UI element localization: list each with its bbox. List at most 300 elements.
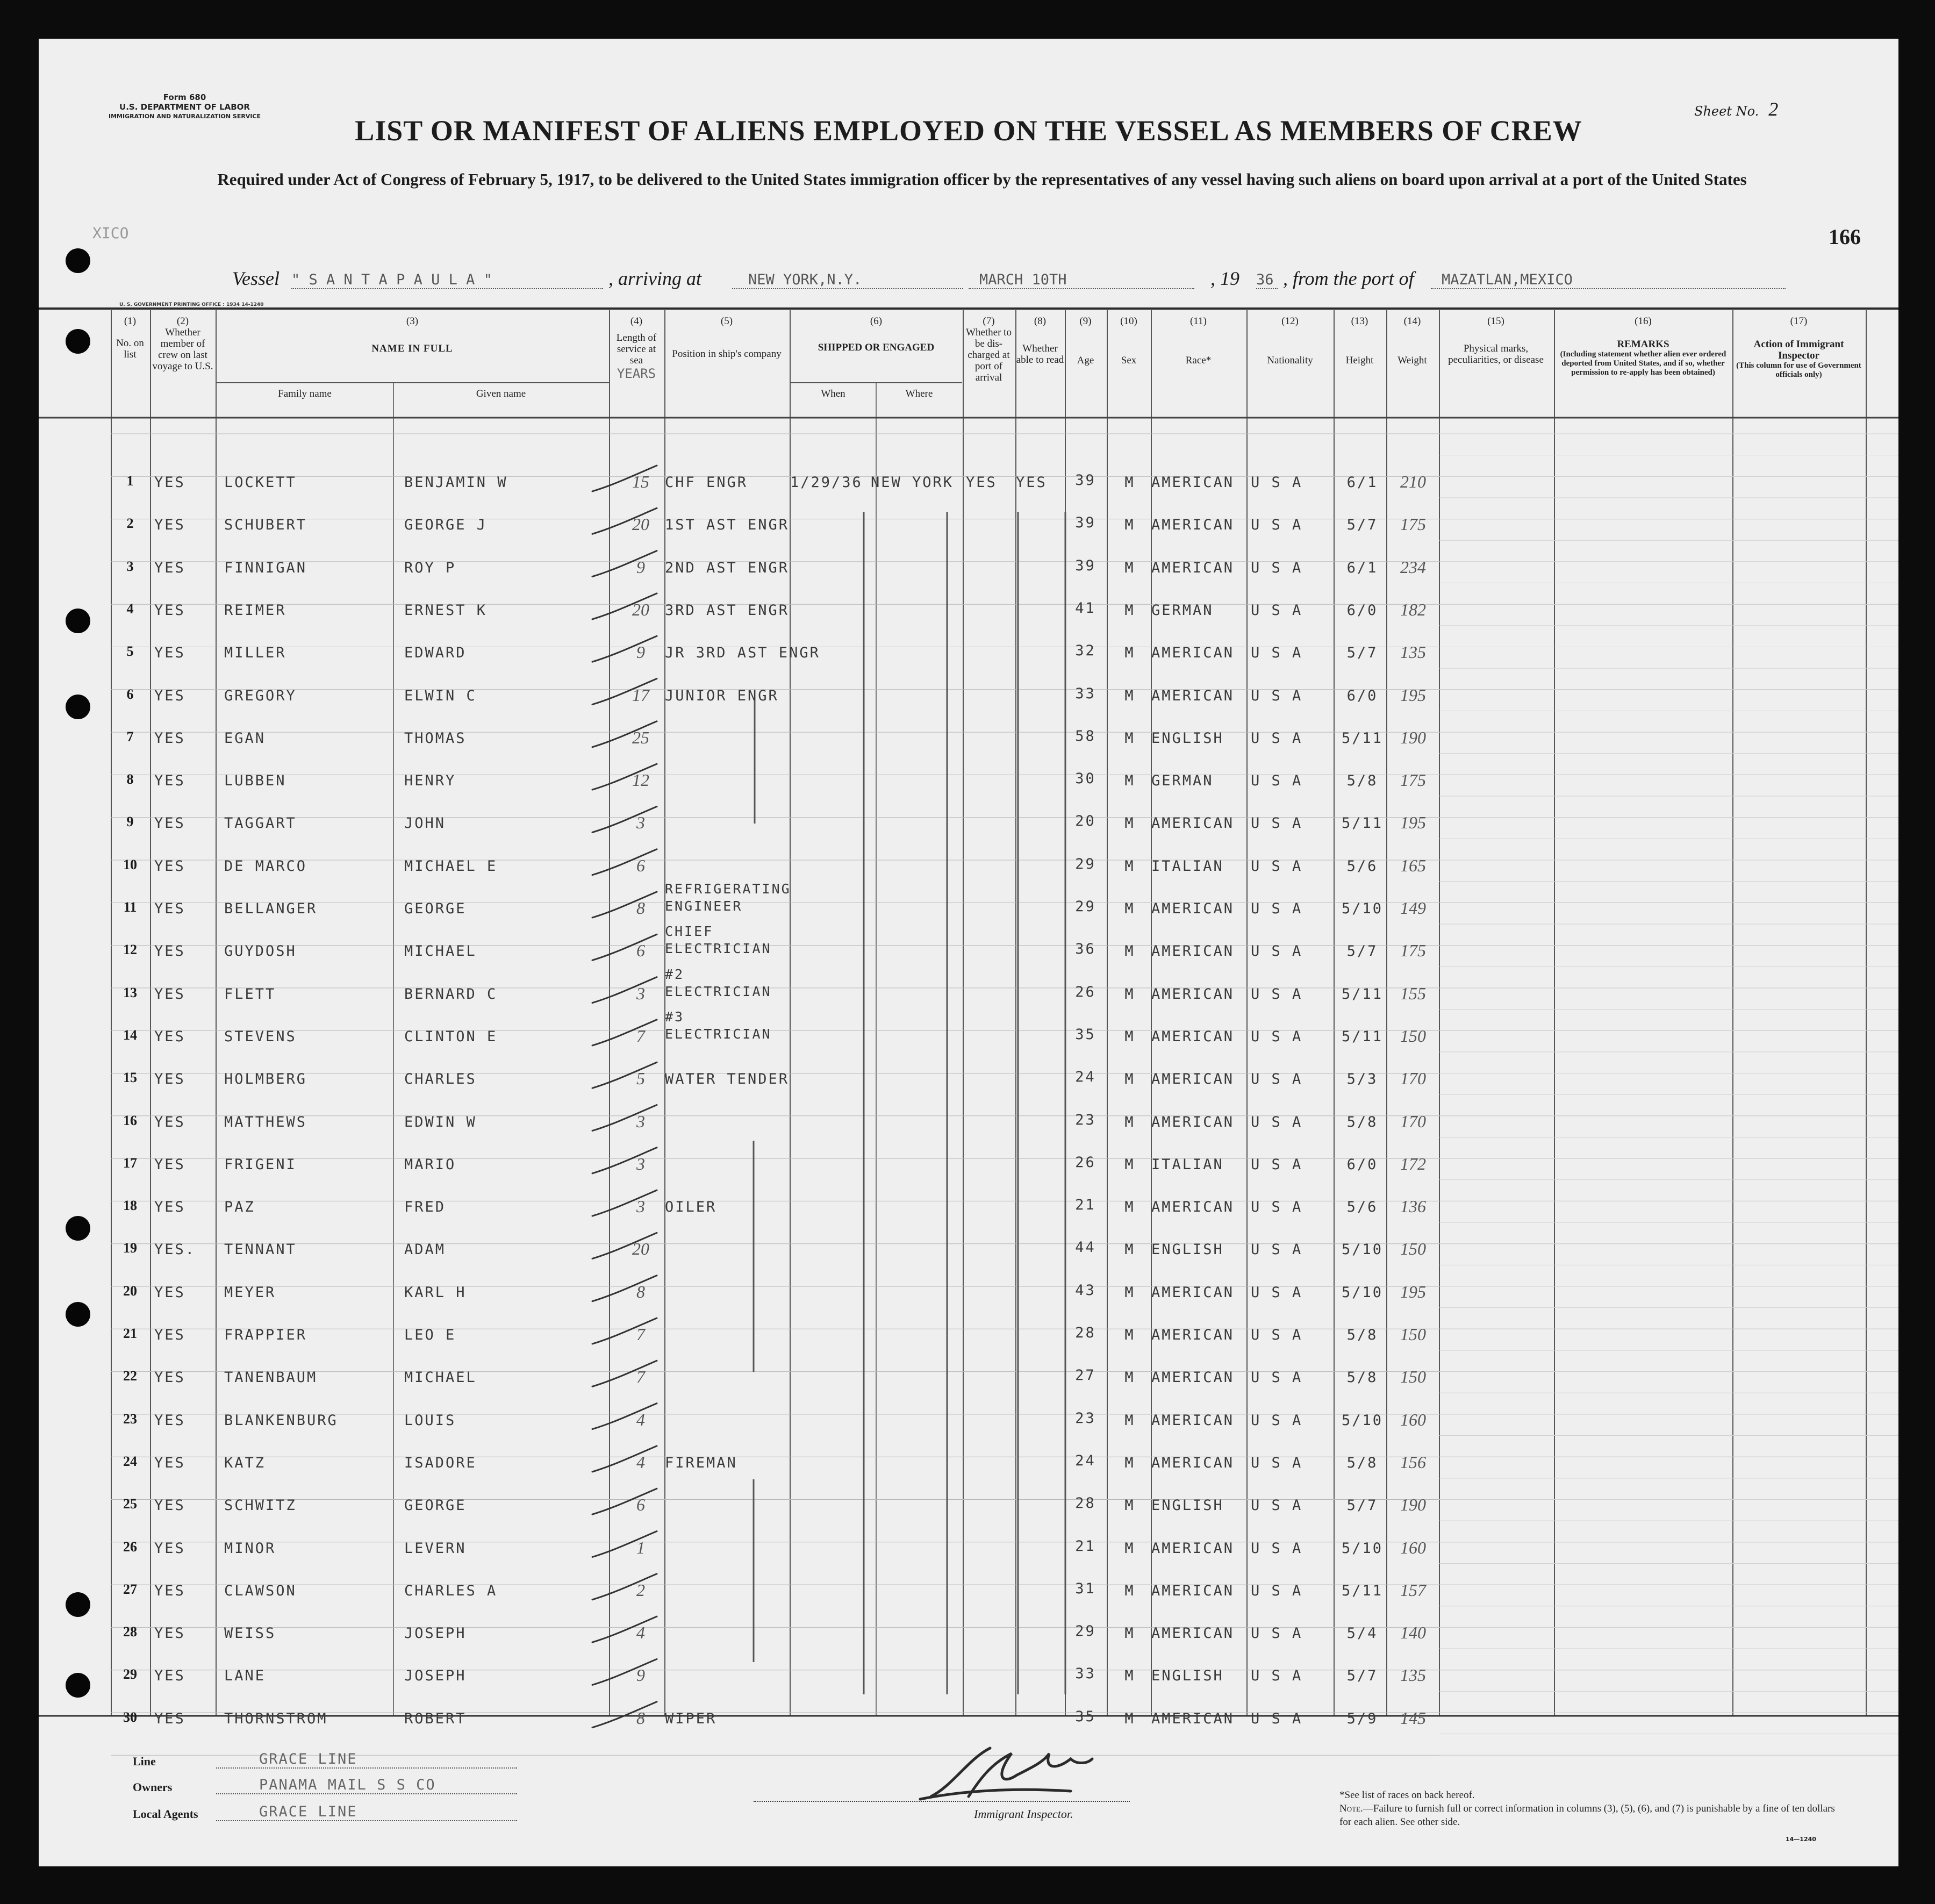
cell-crew: YES	[154, 1028, 185, 1045]
cell-family: BLANKENBURG	[224, 1412, 338, 1429]
cell-height: 5/7	[1346, 1497, 1378, 1514]
cell-sex: M	[1124, 1156, 1135, 1173]
cell-nationality: U S A	[1251, 1582, 1303, 1599]
cell-race: GERMAN	[1151, 772, 1214, 790]
cell-height: 5/8	[1346, 1454, 1378, 1471]
cell-race: ITALIAN	[1151, 1156, 1224, 1173]
row-number: 23	[123, 1411, 137, 1427]
cell-service: 15	[632, 472, 649, 491]
cell-height: 5/8	[1346, 1369, 1378, 1386]
given-name-header: Given name	[476, 388, 526, 399]
cell-family: WEISS	[224, 1625, 276, 1642]
cell-weight: 135	[1400, 642, 1426, 662]
cell-family: SCHWITZ	[224, 1497, 297, 1514]
cell-given: ADAM	[404, 1241, 446, 1258]
cell-weight: 140	[1400, 1623, 1426, 1643]
cell-weight: 150	[1400, 1325, 1426, 1344]
cell-service: 2	[636, 1580, 645, 1600]
row-number: 26	[123, 1538, 137, 1555]
cell-given: ISADORE	[404, 1454, 477, 1471]
cell-sex: M	[1124, 517, 1135, 534]
cell-crew: YES	[154, 1454, 185, 1471]
cell-given: ELWIN C	[404, 687, 477, 704]
cell-given: CHARLES	[404, 1071, 477, 1088]
cell-height: 5/8	[1346, 772, 1378, 790]
cell-race: AMERICAN	[1151, 1284, 1235, 1301]
cell-nationality: U S A	[1251, 729, 1303, 747]
cell-given: LEO E	[404, 1327, 456, 1343]
cell-weight: 182	[1400, 599, 1426, 619]
cell-service: 7	[636, 1026, 645, 1046]
manifest-sheet	[39, 39, 1898, 1866]
cell-weight: 156	[1400, 1452, 1426, 1472]
row-number: 13	[123, 984, 137, 1000]
cell-crew: YES	[154, 857, 185, 875]
cell-age: 23	[1075, 1111, 1096, 1128]
row-number: 18	[123, 1198, 137, 1214]
cell-nationality: U S A	[1251, 1284, 1303, 1301]
cell-given: THOMAS	[404, 729, 467, 747]
cell-sex: M	[1124, 645, 1135, 662]
cell-height: 5/4	[1346, 1625, 1378, 1642]
cell-weight: 149	[1400, 898, 1426, 918]
cell-height: 5/10	[1341, 1284, 1384, 1301]
cell-service: 8	[636, 898, 645, 918]
cell-weight: 195	[1400, 1282, 1426, 1301]
col-1-num: (1)	[124, 316, 137, 327]
cell-sex: M	[1124, 1369, 1135, 1386]
sheet-label: Sheet No.	[1694, 104, 1759, 119]
cell-weight: 135	[1400, 1665, 1426, 1685]
races-note: *See list of races on back hereof.	[1339, 1790, 1475, 1801]
cell-sex: M	[1124, 1241, 1135, 1258]
cell-given: GEORGE	[404, 1497, 467, 1514]
row-number: 10	[123, 856, 137, 872]
cell-family: FINNIGAN	[224, 559, 307, 576]
cell-height: 5/7	[1346, 1667, 1378, 1685]
cell-service: 4	[636, 1409, 645, 1429]
cell-age: 29	[1075, 898, 1096, 915]
cell-height: 5/7	[1346, 943, 1378, 960]
col-17-header	[1733, 316, 1865, 380]
cell-height: 5/11	[1341, 729, 1384, 747]
cell-crew: YES	[154, 687, 185, 704]
row-number: 2	[126, 516, 134, 532]
cell-given: MICHAEL	[404, 943, 477, 960]
cell-position: 2ND AST ENGR	[665, 559, 790, 576]
row-number: 19	[123, 1240, 137, 1256]
cell-age: 24	[1075, 1452, 1096, 1469]
shipped-where-header: Where	[905, 388, 933, 399]
row-number: 4	[126, 600, 134, 617]
col-12-num: (12)	[1281, 316, 1299, 327]
cell-weight: 145	[1400, 1708, 1426, 1728]
cell-crew: YES	[154, 1156, 185, 1173]
cell-given: CHARLES A	[404, 1582, 498, 1599]
cell-service: 17	[632, 685, 649, 705]
cell-height: 5/10	[1341, 1540, 1384, 1557]
cell-race: AMERICAN	[1151, 1113, 1235, 1130]
cell-age: 44	[1075, 1239, 1096, 1256]
cell-family: MILLER	[224, 645, 286, 662]
cell-family: LOCKETT	[224, 474, 297, 491]
cell-height: 5/10	[1341, 1412, 1384, 1429]
cell-family: TANENBAUM	[224, 1369, 318, 1386]
cell-race: AMERICAN	[1151, 474, 1235, 491]
row-number: 28	[123, 1624, 137, 1640]
row-number: 30	[123, 1709, 137, 1725]
cell-sex: M	[1124, 1071, 1135, 1088]
cell-age: 21	[1075, 1537, 1096, 1555]
cell-height: 6/0	[1346, 1156, 1378, 1173]
cell-race: ITALIAN	[1151, 857, 1224, 875]
margin-note: XICO	[92, 224, 129, 242]
col-6-label: SHIPPED OR ENGAGED	[818, 342, 935, 353]
cell-family: BELLANGER	[224, 900, 318, 917]
cell-sex: M	[1124, 1327, 1135, 1343]
note-text: —Failure to furnish full or correct information in columns (3), (5), (6), and (7) is punishable by a fine of ten dollars for each alien. See other side.	[1339, 1803, 1835, 1828]
cell-nationality: U S A	[1251, 602, 1303, 619]
row-number: 29	[123, 1666, 137, 1683]
cell-age: 30	[1075, 770, 1096, 788]
cell-race: AMERICAN	[1151, 900, 1235, 917]
cell-service: 4	[636, 1623, 645, 1643]
row-number: 3	[126, 558, 134, 574]
form-code: 14—1240	[1786, 1836, 1816, 1843]
cell-race: AMERICAN	[1151, 815, 1235, 832]
cell-sex: M	[1124, 1113, 1135, 1130]
cell-sex: M	[1124, 857, 1135, 875]
row-number: 16	[123, 1112, 137, 1128]
cell-service: 12	[632, 770, 649, 790]
cell-sex: M	[1124, 815, 1135, 832]
col-11-label: Race*	[1185, 355, 1212, 366]
cell-weight: 155	[1400, 983, 1426, 1003]
row-number: 15	[123, 1070, 137, 1086]
cell-height: 5/11	[1341, 815, 1384, 832]
cell-crew: YES	[154, 1284, 185, 1301]
row-number: 22	[123, 1368, 137, 1384]
document-code: 166	[1829, 225, 1861, 249]
row-number: 1	[126, 473, 134, 489]
cell-service: 6	[636, 941, 645, 961]
cell-crew: YES	[154, 729, 185, 747]
cell-given: JOSEPH	[404, 1667, 467, 1685]
cell-race: AMERICAN	[1151, 517, 1235, 534]
line-value: GRACE LINE	[216, 1751, 517, 1769]
cell-discharged: YES	[966, 474, 997, 491]
cell-age: 20	[1075, 813, 1096, 830]
cell-nationality: U S A	[1251, 900, 1303, 917]
cell-age: 43	[1075, 1282, 1096, 1299]
cell-age: 35	[1075, 1026, 1096, 1043]
col-2-num: (2)	[176, 316, 189, 327]
col-11-header	[1151, 316, 1245, 366]
col-15-label: Physical marks, peculiarities, or disease	[1448, 343, 1544, 366]
cell-nationality: U S A	[1251, 985, 1303, 1003]
cell-position: JR 3RD AST ENGR	[665, 645, 820, 662]
cell-nationality: U S A	[1251, 1667, 1303, 1685]
page-subtitle: Required under Act of Congress of February 5, 1917, to be delivered to the United States immigration officer by the representatives of any vessel having such aliens on board upon arrival at a port of the United States	[217, 170, 1747, 189]
cell-weight: 195	[1400, 685, 1426, 705]
cell-nationality: U S A	[1251, 517, 1303, 534]
col-13-label: Height	[1345, 355, 1374, 366]
cell-race: GERMAN	[1151, 602, 1214, 619]
cell-family: EGAN	[224, 729, 266, 747]
inspector-signature-line	[754, 1801, 1130, 1802]
sheet-value: 2	[1768, 98, 1779, 120]
owners-label: Owners	[133, 1780, 173, 1794]
cell-race: AMERICAN	[1151, 1540, 1235, 1557]
cell-family: HOLMBERG	[224, 1071, 307, 1088]
cell-service: 6	[636, 1495, 645, 1515]
cell-height: 5/9	[1346, 1710, 1378, 1727]
cell-family: GUYDOSH	[224, 943, 297, 960]
cell-service: 4	[636, 1452, 645, 1472]
cell-position: OILER	[665, 1199, 717, 1216]
cell-age: 28	[1075, 1325, 1096, 1341]
cell-service: 25	[632, 727, 649, 747]
cell-nationality: U S A	[1251, 1454, 1303, 1471]
cell-height: 6/1	[1346, 559, 1378, 576]
vessel-line	[232, 267, 1791, 294]
cell-given: FRED	[404, 1199, 446, 1216]
cell-age: 24	[1075, 1069, 1096, 1086]
col-14-header	[1387, 316, 1438, 366]
row-number: 21	[123, 1326, 137, 1341]
cell-family: FRAPPIER	[224, 1327, 307, 1343]
cell-race: ENGLISH	[1151, 1667, 1224, 1685]
cell-position: JUNIOR ENGR	[665, 687, 779, 704]
col-4-num: (4)	[630, 316, 643, 327]
cell-service: 5	[636, 1069, 645, 1089]
cell-race: AMERICAN	[1151, 1454, 1235, 1471]
cell-age: 36	[1075, 941, 1096, 958]
cell-family: TENNANT	[224, 1241, 297, 1258]
cell-position2: ENGINEER	[665, 898, 743, 914]
cell-crew: YES	[154, 1540, 185, 1557]
cell-crew: YES	[154, 474, 185, 491]
cell-service: 1	[636, 1537, 645, 1557]
cell-race: ENGLISH	[1151, 729, 1224, 747]
row-number: 11	[123, 899, 137, 915]
cell-sex: M	[1124, 687, 1135, 704]
cell-family: PAZ	[224, 1199, 255, 1216]
cell-nationality: U S A	[1251, 687, 1303, 704]
cell-position: WIPER	[665, 1710, 717, 1727]
cell-height: 5/10	[1341, 1241, 1384, 1258]
row-number: 5	[126, 643, 134, 660]
cell-height: 5/11	[1341, 985, 1384, 1003]
col-14-num: (14)	[1403, 316, 1421, 327]
binder-hole	[66, 1592, 90, 1617]
cell-nationality: U S A	[1251, 1156, 1303, 1173]
cell-sex: M	[1124, 1284, 1135, 1301]
cell-nationality: U S A	[1251, 1497, 1303, 1514]
col-7-label: Whether to be dis-charged at port of arrival	[966, 327, 1012, 383]
cell-crew: YES	[154, 1625, 185, 1642]
cell-weight: 190	[1400, 1495, 1426, 1515]
col-3-header	[216, 316, 608, 354]
cell-family: MATTHEWS	[224, 1113, 307, 1130]
cell-given: GEORGE J	[404, 517, 488, 534]
cell-family: THORNSTROM	[224, 1710, 328, 1727]
col-3-label: NAME IN FULL	[371, 343, 453, 354]
cell-sex: M	[1124, 1710, 1135, 1727]
cell-service: 20	[632, 599, 649, 619]
cell-service: 6	[636, 855, 645, 875]
row-number: 9	[126, 814, 134, 830]
cell-height: 5/7	[1346, 645, 1378, 662]
cell-family: GREGORY	[224, 687, 297, 704]
cell-crew: YES	[154, 772, 185, 790]
cell-given: LEVERN	[404, 1540, 467, 1557]
cell-position2: ELECTRICIAN	[665, 941, 772, 957]
cell-height: 5/3	[1346, 1071, 1378, 1088]
row-number: 24	[123, 1453, 137, 1469]
col-16-sub: (Including statement whether alien ever ordered deported from United States, and if so, whether permission to re-apply has been obtained)	[1560, 350, 1726, 377]
cell-position: #2	[665, 966, 685, 982]
cell-position: FIREMAN	[665, 1454, 737, 1471]
col-2-label: Whether member of crew on last voyage to U.S.	[152, 327, 213, 372]
cell-age: 27	[1075, 1367, 1096, 1384]
cell-weight: 175	[1400, 514, 1426, 534]
col-4-header	[610, 316, 663, 380]
cell-crew: YES	[154, 1497, 185, 1514]
owners-value: PANAMA MAIL S S CO	[216, 1777, 517, 1794]
col-9-label: Age	[1077, 355, 1094, 366]
shipped-when-header: When	[821, 388, 845, 399]
cell-age: 23	[1075, 1409, 1096, 1427]
cell-weight: 172	[1400, 1154, 1426, 1173]
binder-hole	[66, 1302, 90, 1327]
cell-race: AMERICAN	[1151, 1199, 1235, 1216]
cell-where: NEW YORK	[871, 474, 954, 491]
cell-sex: M	[1124, 1454, 1135, 1471]
cell-service: 20	[632, 1239, 649, 1259]
cell-race: AMERICAN	[1151, 687, 1235, 704]
cell-sex: M	[1124, 943, 1135, 960]
cell-sex: M	[1124, 559, 1135, 576]
col-10-label: Sex	[1121, 355, 1137, 366]
service-name: IMMIGRATION AND NATURALIZATION SERVICE	[109, 113, 261, 120]
cell-weight: 150	[1400, 1239, 1426, 1259]
cell-race: ENGLISH	[1151, 1497, 1224, 1514]
cell-age: 21	[1075, 1197, 1096, 1214]
cell-race: AMERICAN	[1151, 1071, 1235, 1088]
row-number: 14	[123, 1027, 137, 1043]
col-8-header	[1016, 316, 1064, 366]
agents-value: GRACE LINE	[216, 1803, 517, 1821]
header-rule	[39, 307, 1898, 310]
col-4-stamp: YEARS	[617, 366, 656, 381]
cell-sex: M	[1124, 1540, 1135, 1557]
col-9-num: (9)	[1079, 316, 1092, 327]
cell-crew: YES	[154, 1667, 185, 1685]
cell-sex: M	[1124, 1667, 1135, 1685]
cell-age: 32	[1075, 642, 1096, 660]
cell-given: GEORGE	[404, 900, 467, 917]
cell-service: 7	[636, 1325, 645, 1344]
col-16-num: (16)	[1635, 316, 1652, 327]
inspector-label: Immigrant Inspector.	[974, 1807, 1073, 1821]
col-15-header	[1439, 316, 1552, 366]
row-number: 12	[123, 942, 137, 958]
cell-age: 29	[1075, 855, 1096, 872]
col-12-header	[1247, 316, 1333, 366]
cell-height: 6/1	[1346, 474, 1378, 491]
cell-weight: 170	[1400, 1111, 1426, 1131]
cell-crew: YES	[154, 985, 185, 1003]
arrival-port: NEW YORK,N.Y.	[732, 271, 963, 289]
cell-crew: YES	[154, 1071, 185, 1088]
cell-family: MEYER	[224, 1284, 276, 1301]
year-suffix: 36	[1256, 271, 1278, 289]
cell-nationality: U S A	[1251, 772, 1303, 790]
cell-age: 31	[1075, 1580, 1096, 1597]
col-17-label: Action of Immigrant Inspector	[1753, 339, 1844, 361]
col-5-label: Position in ship's company	[672, 348, 782, 360]
binder-hole	[66, 1216, 90, 1241]
cell-age: 41	[1075, 599, 1096, 617]
cell-sex: M	[1124, 900, 1135, 917]
row-number: 20	[123, 1283, 137, 1299]
family-name-header: Family name	[278, 388, 332, 399]
cell-given: CLINTON E	[404, 1028, 498, 1045]
cell-age: 26	[1075, 1154, 1096, 1171]
cell-sex: M	[1124, 1497, 1135, 1514]
cell-given: HENRY	[404, 772, 456, 790]
cell-weight: 195	[1400, 813, 1426, 833]
cell-weight: 160	[1400, 1537, 1426, 1557]
cell-race: AMERICAN	[1151, 645, 1235, 662]
cell-given: BERNARD C	[404, 985, 498, 1003]
penalty-note	[1339, 1802, 1839, 1829]
cell-crew: YES	[154, 900, 185, 917]
cell-weight: 150	[1400, 1367, 1426, 1387]
cell-age: 39	[1075, 472, 1096, 489]
cell-height: 5/8	[1346, 1113, 1378, 1130]
cell-height: 5/8	[1346, 1327, 1378, 1343]
col-8-label: Whether able to read	[1016, 343, 1064, 366]
cell-weight: 175	[1400, 770, 1426, 790]
cell-weight: 210	[1400, 472, 1426, 491]
cell-service: 3	[636, 983, 645, 1003]
cell-crew: YES	[154, 559, 185, 576]
col-12-label: Nationality	[1267, 355, 1313, 366]
cell-race: AMERICAN	[1151, 1412, 1235, 1429]
cell-position: WATER TENDER	[665, 1071, 790, 1088]
cell-crew: YES	[154, 1710, 185, 1727]
cell-weight: 160	[1400, 1409, 1426, 1429]
cell-family: MINOR	[224, 1540, 276, 1557]
cell-nationality: U S A	[1251, 943, 1303, 960]
cell-weight: 175	[1400, 941, 1426, 961]
cell-age: 28	[1075, 1495, 1096, 1512]
cell-crew: YES.	[154, 1241, 196, 1258]
row-number: 8	[126, 771, 134, 788]
col-7-num: (7)	[983, 316, 995, 327]
cell-crew: YES	[154, 943, 185, 960]
col-9-header	[1065, 316, 1106, 366]
cell-weight: 165	[1400, 855, 1426, 875]
cell-given: KARL H	[404, 1284, 467, 1301]
row-number: 25	[123, 1496, 137, 1512]
inspector-signature	[909, 1737, 1232, 1807]
col-15-num: (15)	[1487, 316, 1504, 327]
cell-age: 58	[1075, 727, 1096, 745]
cell-crew: YES	[154, 645, 185, 662]
